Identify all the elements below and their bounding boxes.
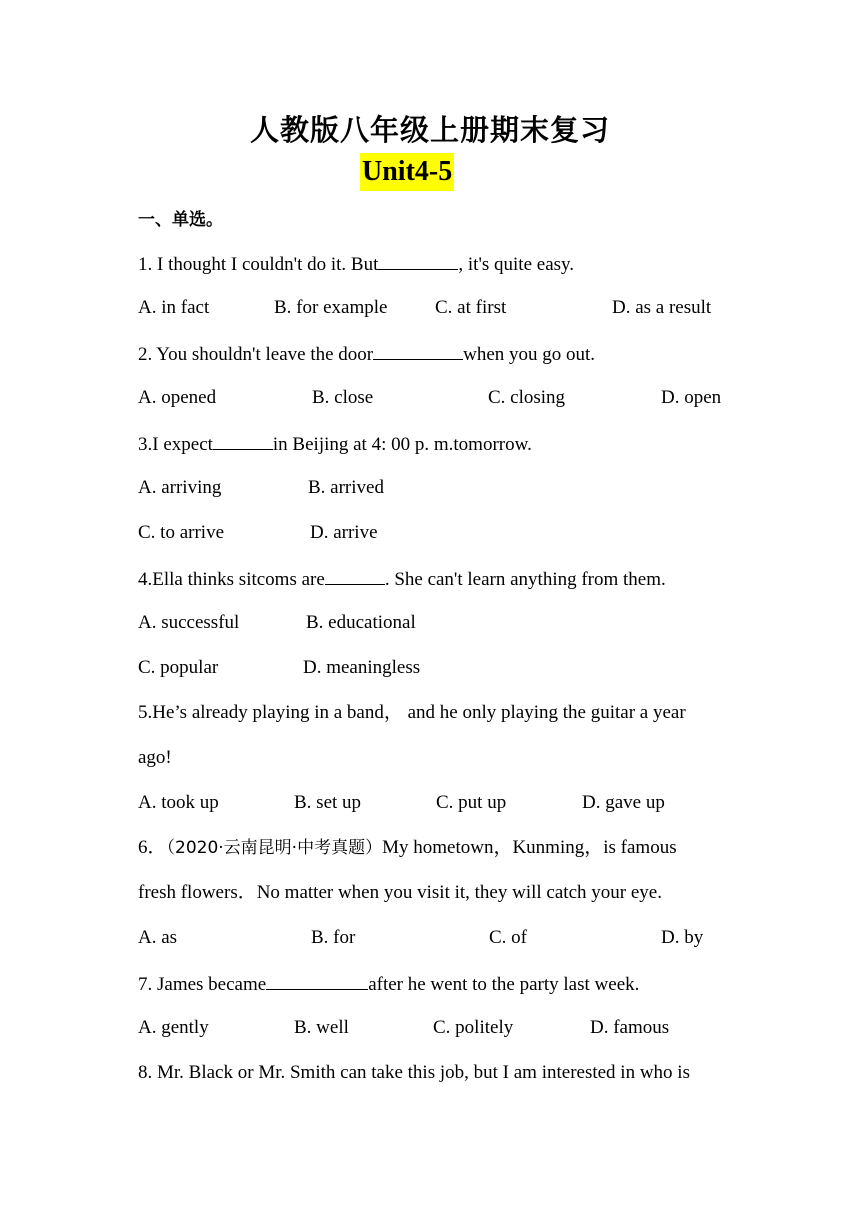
page-title: 人教版八年级上册期末复习 bbox=[249, 113, 610, 147]
question-7-text-end: after he went to the party last week. bbox=[368, 974, 640, 995]
question-5-options bbox=[138, 791, 738, 815]
question-3-options-row-2 bbox=[138, 521, 538, 545]
option-d: D. famous bbox=[590, 1017, 670, 1038]
question-3-text-start: 3.I expect bbox=[138, 434, 213, 455]
question-6-line-2: fresh flowers．No matter when you visit it, they will catch your eye. bbox=[138, 882, 662, 903]
option-c: C. of bbox=[489, 927, 527, 948]
question-6-source: （2020·云南昆明·中考真题） bbox=[166, 838, 383, 858]
answer-blank bbox=[373, 341, 463, 360]
question-3-text-end: in Beijing at 4: 00 p. m.tomorrow. bbox=[272, 434, 532, 455]
option-d: D. gave up bbox=[582, 792, 665, 813]
option-b: B. arrived bbox=[308, 477, 384, 498]
option-d: D. open bbox=[661, 387, 722, 408]
option-b: B. educational bbox=[306, 612, 416, 633]
option-c: C. to arrive bbox=[138, 522, 225, 543]
question-2-options bbox=[138, 386, 738, 410]
question-4 bbox=[138, 566, 666, 592]
question-2 bbox=[138, 341, 595, 367]
question-7 bbox=[138, 971, 639, 997]
option-b: B. well bbox=[294, 1017, 349, 1038]
option-a: A. in fact bbox=[138, 297, 210, 318]
question-4-options-row-1 bbox=[138, 611, 538, 635]
question-6-options bbox=[138, 926, 738, 950]
option-a: A. opened bbox=[138, 387, 217, 408]
answer-blank bbox=[325, 566, 385, 585]
option-c: C. closing bbox=[488, 387, 566, 408]
question-1-text-start: 1. I thought I couldn't do it. But bbox=[138, 254, 379, 275]
question-6-number: 6． bbox=[138, 837, 167, 858]
answer-blank bbox=[213, 431, 273, 450]
option-d: D. as a result bbox=[612, 297, 712, 318]
question-1-text-end: it's quite easy. bbox=[463, 254, 575, 275]
option-d: D. meaningless bbox=[303, 657, 421, 678]
question-3 bbox=[138, 431, 532, 457]
option-c: C. at first bbox=[435, 297, 507, 318]
question-2-text-start: 2. You shouldn't leave the door bbox=[138, 344, 374, 365]
question-5-line-2: ago! bbox=[138, 747, 172, 768]
option-c: C. politely bbox=[433, 1017, 514, 1038]
option-c: C. put up bbox=[436, 792, 507, 813]
question-7-options bbox=[138, 1016, 738, 1040]
question-6-line-1 bbox=[138, 836, 677, 860]
question-5-line-1: 5.He’s already playing in a band， and he only playing the guitar a year bbox=[138, 702, 686, 723]
question-6-text: My hometown，Kunming，is famous bbox=[382, 837, 677, 858]
option-b: B. close bbox=[312, 387, 374, 408]
question-4-text-start: 4.Ella thinks sitcoms are bbox=[138, 569, 325, 590]
option-a: A. took up bbox=[138, 792, 219, 813]
option-a: A. arriving bbox=[138, 477, 222, 498]
answer-blank bbox=[266, 971, 368, 990]
question-4-options-row-2 bbox=[138, 656, 538, 680]
option-a: A. as bbox=[138, 927, 178, 948]
question-7-text-start: 7. James became bbox=[138, 974, 267, 995]
option-b: B. for example bbox=[274, 297, 388, 318]
section-heading: 一、单选。 bbox=[138, 210, 223, 230]
question-2-text-end: when you go out. bbox=[463, 344, 596, 365]
question-8: 8. Mr. Black or Mr. Smith can take this job, but I am interested in who is bbox=[138, 1062, 690, 1083]
answer-blank bbox=[378, 251, 458, 270]
question-1-comma: , bbox=[458, 254, 464, 275]
option-d: D. by bbox=[661, 927, 704, 948]
question-1-options bbox=[138, 296, 738, 320]
option-d: D. arrive bbox=[310, 522, 378, 543]
question-1 bbox=[138, 251, 574, 277]
question-4-text-end: . She can't learn anything from them. bbox=[384, 569, 666, 590]
option-a: A. successful bbox=[138, 612, 240, 633]
option-c: C. popular bbox=[138, 657, 219, 678]
option-b: B. for bbox=[311, 927, 356, 948]
unit-heading: Unit4-5 bbox=[360, 153, 454, 191]
option-a: A. gently bbox=[138, 1017, 209, 1038]
option-b: B. set up bbox=[294, 792, 362, 813]
question-3-options-row-1 bbox=[138, 476, 538, 500]
